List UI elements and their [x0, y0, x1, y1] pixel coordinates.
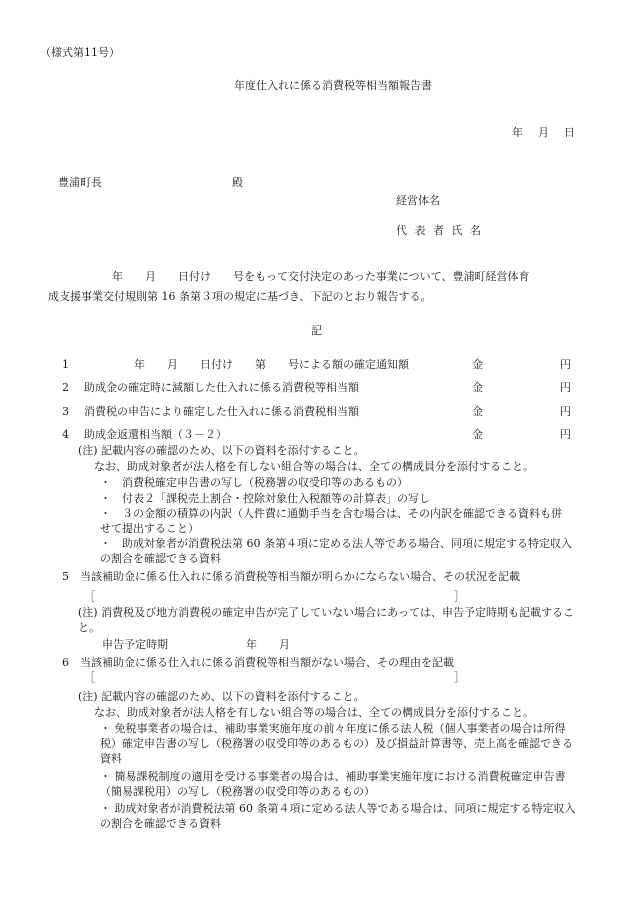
note-6-head: (注) 記載内容の確認のため、以下の資料を添付すること。 — [78, 690, 365, 703]
item-4-number: 4 — [62, 428, 69, 441]
note-6-bullet-1: ・ 免税事業者の場合は、補助事業実施年度の前々年度に係る法人税（個人事業者の場合は所得税）確定申告書の写し（税務署の収受印等のあるもの）及び損益計算書等、売上高を確認できる資料 — [100, 722, 573, 765]
note-4-bullet-2: ・ 付表２「課税売上割合・控除対象仕入税額等の計算表」の写し — [100, 492, 430, 505]
item-4-yen: 円 — [560, 428, 571, 441]
representative-label: 代 表 者 氏 名 — [396, 224, 483, 237]
date-line: 年 月 日 — [512, 126, 577, 139]
item-2-text: 助成金の確定時に減額した仕入れに係る消費税等相当額 — [84, 381, 359, 394]
form-number: （様式第11号） — [40, 46, 120, 59]
note-6-bullet-3: ・ 助成対象者が消費税法第 60 条第４項に定める法人等である場合は、同項に規定する特定収入の割合を確認できる資料 — [100, 802, 576, 830]
item-2-kin: 金 — [472, 381, 483, 394]
item-2-number: 2 — [62, 381, 69, 394]
item-6-number: 6 — [62, 656, 69, 669]
item-3-number: 3 — [62, 405, 69, 418]
note-4-sub: なお、助成対象者が法人格を有しない組合等の場合は、全ての構成員分を添付すること。 — [94, 460, 534, 473]
item-3-yen: 円 — [560, 405, 571, 418]
intro-line-1: 年 月 日付け 号をもって交付決定のあった事業について、豊浦町経営体育 — [112, 270, 530, 283]
item-1-text: 年 月 日付け 第 号による額の確定通知額 — [134, 358, 409, 371]
intro-line-2: 成支援事業交付規則第 16 条第３項の規定に基づき、下記のとおり報告する。 — [48, 290, 432, 303]
note-6-bullet-2: ・ 簡易課税制度の適用を受ける事業者の場合は、補助事業実施年度における消費税確定申告書（簡易課税用）の写し（税務署の収受印等のあるもの） — [100, 770, 566, 798]
addressee-honorific: 殿 — [232, 176, 243, 189]
item-5-bracket-open: ［ — [84, 590, 95, 603]
item-6-text: 当該補助金に係る仕入れに係る消費税等相当額がない場合、その理由を記載 — [80, 656, 454, 669]
item-6-bracket-open: ［ — [84, 671, 95, 684]
item-5-bracket-close: ］ — [454, 590, 465, 603]
page-title: 年度仕入れに係る消費税等相当額報告書 — [234, 79, 432, 92]
item-5-text: 当該補助金に係る仕入れに係る消費税等相当額が明らかにならない場合、その状況を記載 — [80, 570, 520, 583]
item-3-text: 消費税の申告により確定した仕入れに係る消費税相当額 — [84, 405, 359, 418]
schedule-label: 申告予定時期 — [102, 638, 168, 651]
item-1-yen: 円 — [560, 358, 571, 371]
note-4-bullet-3: ・ ３の金額の積算の内訳（人件費に通勤手当を含む場合は、その内訳を確認できる資料も併せて提出すること） — [100, 507, 562, 535]
business-name-label: 経営体名 — [396, 194, 440, 207]
note-4-bullet-1: ・ 消費税確定申告書の写し（税務署の収受印等のあるもの） — [100, 476, 408, 489]
item-6-bracket-close: ］ — [454, 671, 465, 684]
addressee-to: 豊浦町長 — [58, 176, 102, 189]
item-5-number: 5 — [62, 570, 69, 583]
note-4-bullet-4: ・ 助成対象者が消費税法第 60 条第４項に定める法人等である場合、同項に規定する特定収入の割合を確認できる資料 — [100, 537, 572, 565]
item-2-yen: 円 — [560, 381, 571, 394]
schedule-value: 年 月 — [246, 638, 290, 651]
item-1-kin: 金 — [472, 358, 483, 371]
item-4-text: 助成金返還相当額（３－２） — [84, 428, 227, 441]
item-4-kin: 金 — [472, 428, 483, 441]
item-5-note: (注) 消費税及び地方消費税の確定申告が完了していない場合にあっては、申告予定時期も記載すること。 — [78, 606, 574, 634]
note-6-sub: なお、助成対象者が法人格を有しない組合等の場合は、全ての構成員分を添付すること。 — [94, 706, 534, 719]
note-4-head: (注) 記載内容の確認のため、以下の資料を添付すること。 — [78, 444, 365, 457]
item-3-kin: 金 — [472, 405, 483, 418]
ki-heading: 記 — [311, 324, 322, 337]
item-1-number: 1 — [62, 358, 69, 371]
